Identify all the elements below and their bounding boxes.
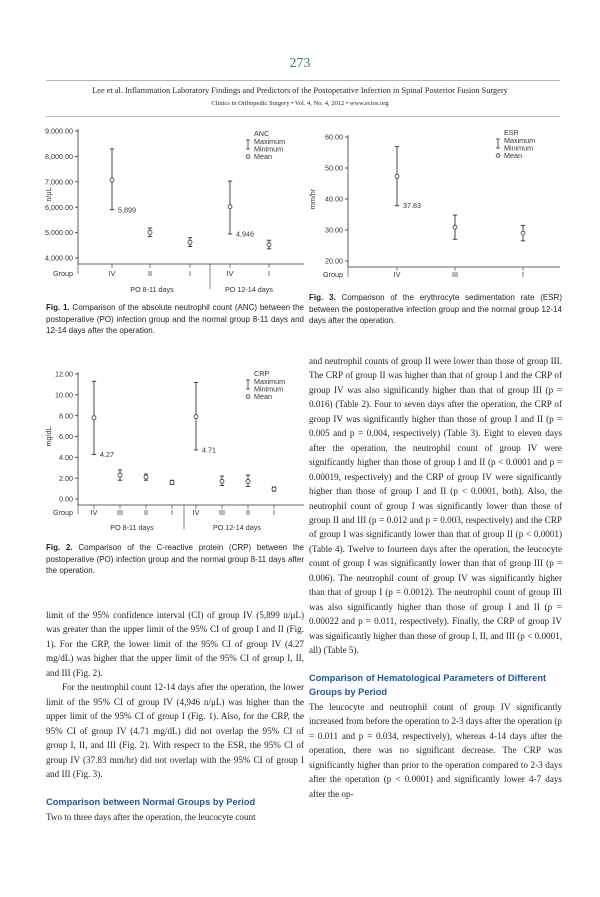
fig2-caption — [46, 542, 304, 577]
fig1-category-label: I — [268, 269, 270, 278]
fig3-group-axis-label: Group — [323, 270, 343, 279]
fig3-category-label: IV — [393, 270, 401, 279]
fig1-data-label: 5,899 — [118, 205, 136, 215]
fig1-y-tick-label: 5,000.00 — [45, 228, 73, 238]
fig3-y-tick-label: 40.00 — [325, 194, 343, 204]
fig2-category-label: III — [219, 508, 225, 517]
fig3-legend-maximum: Maximum — [504, 136, 536, 145]
fig1-group-axis-label: Group — [53, 269, 73, 278]
fig3-mean-point — [395, 174, 399, 178]
fig2-y-tick-label: 10.00 — [55, 390, 73, 400]
header-bottom-rule — [46, 116, 560, 117]
fig3-mean-point — [521, 231, 525, 235]
left-paragraph-2: For the neutrophil count 12-14 days after the operation, the lower limit of the 95% CI of group IV (4,946 n/μL) was higher than the upper limit of the 95% CI of group I (Fig. 1). Also, for the CRP, the 95% CI of group IV (4.71 mg/dL) did not overlap the 95% CI of group I, II, and III (Fig. 2). With respect to the ESR, the 95% CI of group IV (37.83 mm/hr) did not overlap with the 95% CI of group I and III (Fig. 3). — [46, 682, 304, 779]
fig3-y-tick-label: 60.00 — [325, 132, 343, 142]
fig1-data-label: 4,946 — [236, 229, 254, 239]
fig1-mean-point — [110, 178, 114, 182]
fig3-y-tick-label: 50.00 — [325, 163, 343, 173]
fig2-data-label: 4.27 — [100, 450, 114, 460]
fig2-category-label: II — [246, 508, 250, 517]
fig2-mean-point — [220, 479, 224, 483]
fig3-chart — [302, 128, 564, 292]
fig2-y-tick-label: 12.00 — [55, 369, 73, 379]
fig1-category-label: IV — [226, 269, 234, 278]
fig3-legend-title: ESR — [504, 128, 519, 137]
fig3-legend-mean: Mean — [504, 151, 522, 160]
fig3-category-label: III — [452, 270, 458, 279]
fig2-y-tick-label: 8.00 — [59, 411, 73, 421]
running-header-title: Lee et al. Inflammation Laboratory Findings and Predictors of the Postoperative Infection in Spinal Posterior Fusion Surgery — [92, 86, 508, 95]
fig1-legend-minimum: Minimum — [254, 144, 284, 154]
fig1-y-tick-label: 4,000.00 — [45, 253, 73, 263]
fig1-mean-point — [267, 243, 271, 247]
fig2-period-label: PO 8-11 days — [110, 523, 154, 532]
fig1-y-tick-label: 6,000.00 — [45, 202, 73, 212]
fig2-legend-minimum: Minimum — [254, 384, 284, 394]
fig2-period-label: PO 12-14 days — [213, 523, 261, 532]
fig3-y-tick-label: 30.00 — [325, 225, 343, 235]
fig2-caption-label: Fig. 2. — [46, 543, 73, 552]
left-paragraph-3: Two to three days after the operation, the leucocyte count — [46, 812, 256, 822]
fig3-y-tick-label: 20.00 — [325, 256, 343, 266]
fig1-mean-point — [228, 205, 232, 209]
fig3-data-label: 37.83 — [403, 201, 421, 211]
left-column-text — [46, 608, 304, 781]
fig1-category-label: II — [148, 269, 152, 278]
right-paragraph-1: and neutrophil counts of group II were lower than those of group III. The CRP of group II was higher than that of group I and the CRP of group IV was also significantly higher than that of group III (p = 0.016) (Table 2). Four to seven days after the operation, the CRP of group IV was significantly higher than those of group I and II (p = 0.005 and p = 0.004, respectively) (Table 3). Eight to eleven days after the operation, the neutrophil count of group IV were significantly higher than those of group I and II (p < 0.0001 and p = 0.00019, respectively) and the CRP of group IV were significantly higher than those of group I and II (p < 0.0001, both). Also, the neutrophil count of group I was significantly lower than those of group II and III (p = 0.012 and p = 0.003, respectively) and the CRP of group I was significantly lower than that of group II (p < 0.0001) (Table 4). Twelve to fourteen days after the operation, the leucocyte count of group I was significantly lower than that of group III (p = 0.006). The neutrophil count of group IV was significantly higher than that of group I (p = 0.0012). The neutrophil count of group III was also significantly higher than those of group I and II (p = 0.00022 and p = 0.011, respectively). Finally, the CRP of group IV was significantly higher than those of group I, II, and III (p < 0.0001, all) (Table 5). — [309, 356, 562, 656]
running-header-journal: Clinics in Orthopedic Surgery • Vol. 4, No. 4, 2012 • www.ecios.org — [211, 100, 389, 107]
fig2-category-label: I — [171, 508, 173, 517]
fig1-caption — [46, 302, 304, 337]
fig3-caption — [309, 292, 562, 327]
fig2-mean-point — [118, 473, 122, 477]
fig2-category-label: I — [273, 508, 275, 517]
fig3-mean-point — [453, 225, 457, 229]
left-section-heading: Comparison between Normal Groups by Period — [46, 797, 256, 807]
fig1-y-title: n/μL — [44, 187, 53, 202]
fig1-mean-point — [188, 240, 192, 244]
fig2-y-title: mg/dL — [44, 426, 53, 447]
fig3-y-title: mm/hr — [308, 188, 317, 210]
fig2-legend-maximum: Maximum — [254, 377, 286, 386]
fig1-legend-mean-icon — [246, 155, 250, 159]
fig1-legend-title: ANC — [254, 129, 270, 138]
fig1-legend-mean: Mean — [254, 152, 272, 161]
fig1-period-label: PO 12-14 days — [225, 285, 273, 294]
fig2-caption-text: Comparison of the C-reactive protein (CRP) between the postoperative (PO) infection group and the normal group 8-11 days after the operation. — [46, 543, 304, 576]
fig3-legend-minimum: Minimum — [504, 143, 534, 153]
fig2-mean-point — [170, 480, 174, 484]
header-top-rule — [46, 80, 560, 81]
fig3-legend-mean-icon — [496, 154, 500, 158]
fig2-mean-point — [272, 487, 276, 491]
fig1-y-tick-label: 8,000.00 — [45, 152, 73, 161]
fig2-legend-title: CRP — [254, 369, 270, 378]
left-paragraph-1: limit of the 95% confidence interval (CI) of group IV (5,899 n/μL) was greater than the upper limit of the 95% CI of group I and II (Fig. 1). For the CRP, the lower limit of the 95% CI of group IV (4.27 mg/dL) was higher that the upper limit of the 95% CI of group I, II, and III (Fig. 2). — [46, 610, 304, 678]
fig2-y-tick-label: 6.00 — [59, 432, 73, 442]
fig2-legend-mean: Mean — [254, 392, 272, 401]
fig2-mean-point — [246, 479, 250, 483]
fig2-y-tick-label: 4.00 — [59, 452, 73, 462]
fig1-chart — [44, 128, 306, 302]
fig2-category-label: IV — [192, 508, 200, 517]
fig1-y-tick-label: 9,000.00 — [45, 128, 73, 136]
fig1-caption-label: Fig. 1. — [46, 303, 70, 312]
fig1-period-label: PO 8-11 days — [130, 285, 174, 294]
fig2-category-label: II — [144, 508, 148, 517]
fig2-y-tick-label: 0.00 — [59, 494, 73, 504]
fig2-group-axis-label: Group — [53, 508, 73, 517]
right-paragraph-2: The leucocyte and neutrophil count of group IV significantly increased from before the operation to 2-3 days after the operation (p = 0.011 and p = 0.034, respectively), whereas 4-14 days after the operation, there was no significant decrease. The CRP was significantly higher than prior to the operation compared to 2-3 days after the operation (p < 0.0001) and significantly lower 4-7 days after the op- — [309, 702, 562, 799]
fig2-mean-point — [144, 475, 148, 479]
fig2-legend-mean-icon — [246, 395, 250, 399]
fig1-category-label: IV — [108, 269, 116, 278]
fig2-category-label: III — [117, 508, 123, 517]
fig1-caption-text: Comparison of the absolute neutrophil count (ANC) between the postoperative (PO) infection group and the normal group 8-11 days and 12-14 days after the operation. — [46, 303, 304, 336]
fig2-y-tick-label: 2.00 — [59, 473, 73, 483]
fig1-category-label: I — [189, 269, 191, 278]
fig2-chart — [44, 362, 306, 536]
fig1-legend-maximum: Maximum — [254, 137, 286, 146]
fig3-category-label: I — [522, 270, 524, 279]
fig2-data-label: 4.71 — [202, 445, 216, 455]
fig2-mean-point — [92, 416, 96, 420]
fig2-mean-point — [194, 415, 198, 419]
fig3-caption-text: Comparison of the erythrocyte sedimentation rate (ESR) between the postoperative infection group and the normal group 12-14 days after the operation. — [309, 293, 562, 326]
fig1-mean-point — [148, 230, 152, 234]
page-number: 273 — [289, 56, 311, 71]
right-section-heading: Comparison of Hematological Parameters of Different Groups by Period — [309, 673, 547, 698]
fig3-caption-label: Fig. 3. — [309, 293, 336, 302]
fig2-category-label: IV — [90, 508, 98, 517]
fig1-y-tick-label: 7,000.00 — [45, 177, 73, 187]
